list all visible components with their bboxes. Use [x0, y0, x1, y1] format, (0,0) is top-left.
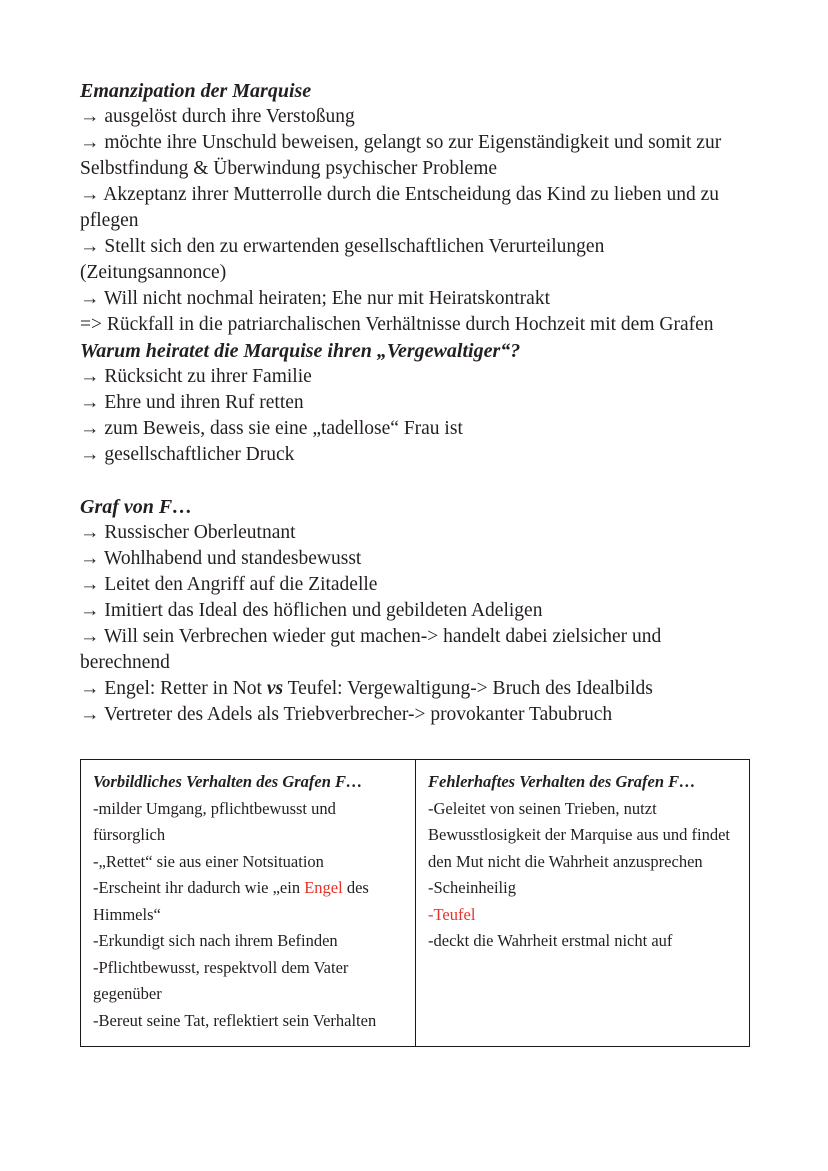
note-line: → Leitet den Angriff auf die Zitadelle — [80, 574, 378, 595]
note-line: → Will sein Verbrechen wieder gut machen-> handelt dabei zielsicher und berechnend — [80, 626, 662, 673]
line-part: -Erscheint ihr dadurch wie „ein — [93, 878, 305, 897]
highlight-engel: Engel — [304, 878, 343, 897]
section-heading: Emanzipation der Marquise — [80, 80, 312, 102]
line-part: → Engel: Retter in Not — [80, 678, 267, 699]
section-heading: Graf von F… — [80, 496, 193, 518]
section-heading: Warum heiratet die Marquise ihren „Vergewaltiger“? — [80, 340, 521, 362]
table-column-vorbildliches-verhalten — [81, 760, 415, 1046]
note-line: → zum Beweis, dass sie eine „tadellose“ Frau ist — [80, 418, 463, 439]
table-item: -Pflichtbewusst, respektvoll dem Vater gegenüber — [93, 957, 349, 1003]
table-item: -Scheinheilig — [428, 878, 516, 897]
section-warum-heiratet-die-marquise — [80, 338, 738, 468]
table-item: -milder Umgang, pflichtbewusst und fürsorglich — [93, 798, 336, 844]
table-column-header: Fehlerhaftes Verhalten des Grafen F… — [428, 772, 696, 791]
vs-emphasis: vs — [266, 678, 284, 699]
table-item: -Geleitet von seinen Trieben, nutzt Bewusstlosigkeit der Marquise aus und findet den Mut nicht die Wahrheit anzusprechen — [428, 798, 730, 871]
note-line: → Imitiert das Ideal des höflichen und gebildeten Adeligen — [80, 600, 543, 621]
table-item: -Bereut seine Tat, reflektiert sein Verhalten — [93, 1010, 377, 1030]
note-line: → Ehre und ihren Ruf retten — [80, 392, 304, 413]
table-column-fehlerhaftes-verhalten — [415, 760, 749, 1046]
note-line: → Rücksicht zu ihrer Familie — [80, 366, 312, 387]
note-line: → Vertreter des Adels als Triebverbrecher-> provokanter Tabubruch — [80, 704, 613, 725]
note-line: => Rückfall in die patriarchalischen Verhältnisse durch Hochzeit mit dem Grafen — [80, 314, 714, 335]
note-line: → Russischer Oberleutnant — [80, 522, 296, 543]
note-line: → Stellt sich den zu erwartenden gesellschaftlichen Verurteilungen (Zeitungsannonce) — [80, 236, 605, 283]
table-item — [93, 875, 403, 928]
note-line: → Wohlhabend und standesbewusst — [80, 548, 362, 569]
table-item: -Erkundigt sich nach ihrem Befinden — [93, 931, 338, 950]
table-column-header: Vorbildliches Verhalten des Grafen F… — [93, 772, 363, 791]
note-line — [80, 676, 738, 702]
note-line: → möchte ihre Unschuld beweisen, gelangt so zur Eigenständigkeit und somit zur Selbstfindung & Überwindung psychischer Probleme — [80, 132, 722, 179]
section-graf-von-f — [80, 494, 738, 728]
line-part: des Himmels“ — [93, 878, 369, 924]
table-item: -„Rettet“ sie aus einer Notsituation — [93, 851, 324, 871]
highlight-teufel: -Teufel — [428, 904, 476, 924]
section-emanzipation-der-marquise — [80, 78, 738, 338]
note-line: → Akzeptanz ihrer Mutterrolle durch die Entscheidung das Kind zu lieben und zu pflegen — [80, 184, 719, 231]
note-line: → gesellschaftlicher Druck — [80, 444, 295, 465]
comparison-table — [80, 759, 750, 1047]
note-line: → Will nicht nochmal heiraten; Ehe nur mit Heiratskontrakt — [80, 288, 550, 309]
note-line: → ausgelöst durch ihre Verstoßung — [80, 106, 355, 127]
table-item: -deckt die Wahrheit erstmal nicht auf — [428, 931, 673, 950]
line-part: Teufel: Vergewaltigung-> Bruch des Idealbilds — [283, 678, 653, 699]
